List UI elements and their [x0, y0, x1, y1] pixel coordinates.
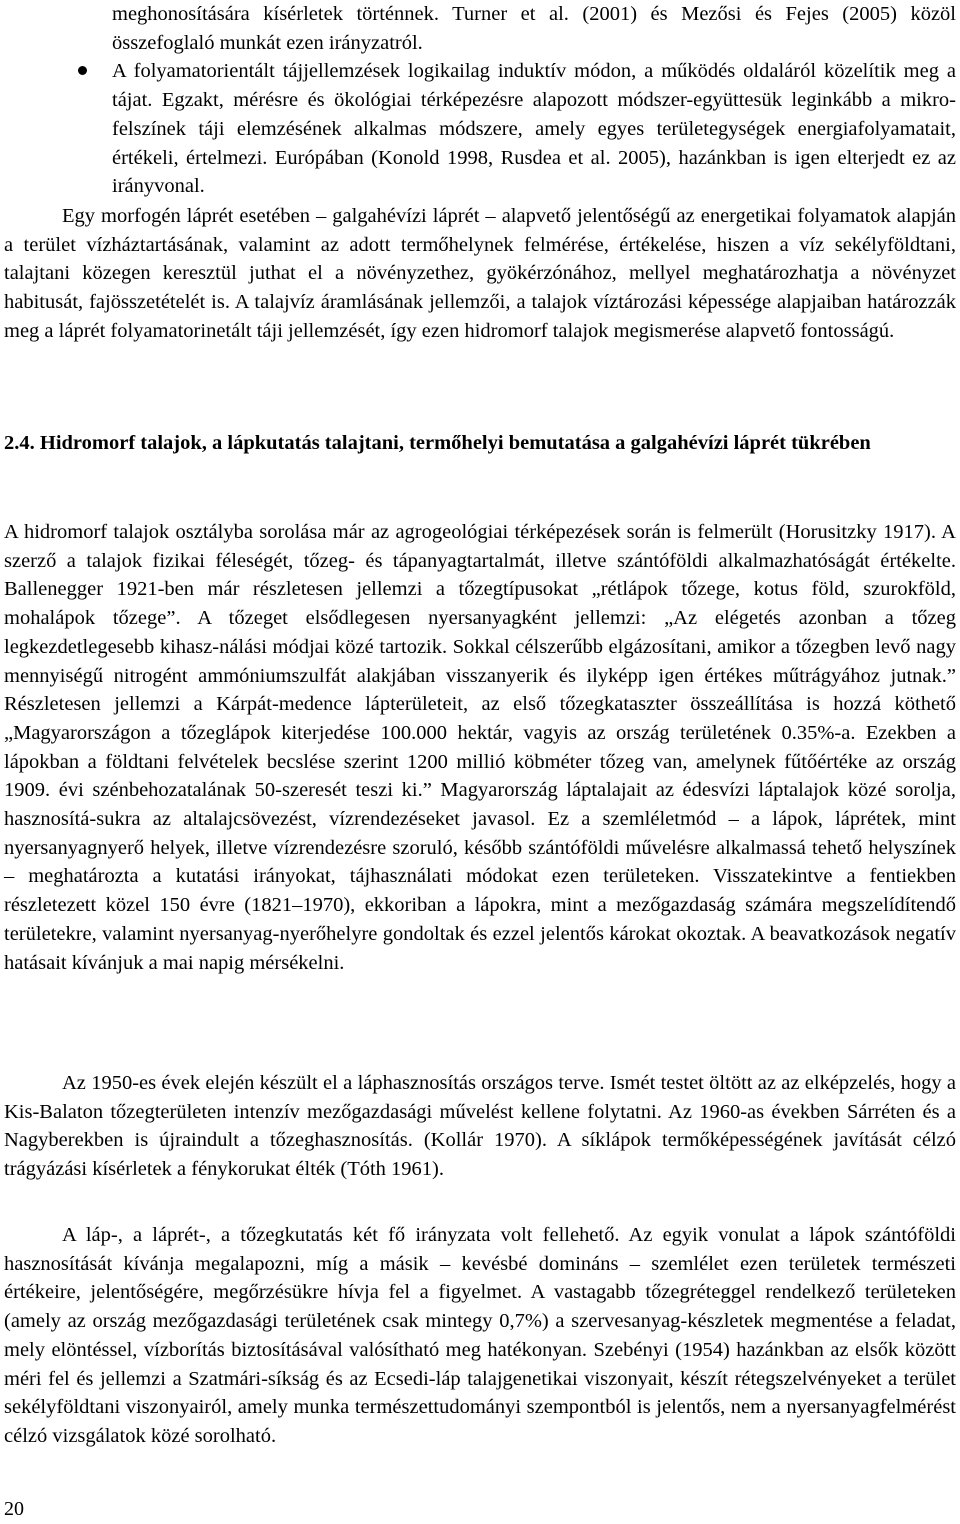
body-paragraph: A hidromorf talajok osztályba sorolása már az agrogeológiai térképezések során is felmerült (Horusitzky 1917). A szerző a talajok fizikai féleségét, tőzeg- és tápanyagtartalmát, illetve szántóföldi alkalmazhatóságát értékelte. Ballenegger 1921-ben már részletesen jellemzi a tőzegtípusokat „rétlápok tőzege, kotus föld, szurokföld, mohalápok tőzege”. A tőzeget elsődlegesen nyersanyagként jellemzi: „Az elégetés azonban a tőzeg legkezdetlegesebb kihasz-nálási módjai közé tartozik. Sokkal célszerűbb elgázosítani, amikor a tőzegben levő nagy mennyiségű nitrogént ammóniumszulfát alakjában visszanyerik és ilyképp igen értékes műtrágyához jutnak.” Részletesen jellemzi a Kárpát-medence lápterületeit, az első tőzegkataszter összeállítása is hozzá köthető „Magyarországon a tőzeglápok kiterjedése 100.000 hektár, vagyis az ország területének 0.35%-a. Ezekben a lápokban a földtani felvételek becslése szerint 1200 millió köbméter tőzeg van, amelynek fűtőértéke az ország 1909. évi szénbehozatalának 50-szeresét teszi ki.” Magyarország láptalajait az édesvízi láptalajok közé sorolja, hasznosítá-sukra az altalajcsövezést, vízrendezéseket javasol. Ez a szemléletmód – a lápok, láprétek, mint nyersanyagnyerő helyek, illetve vízrendezésre szoruló, később szántóföldi művelésre alkalmassá tehető helyszínek – meghatározta a kutatási irányokat, tájhasználati módokat ezen területeken. Visszatekintve a fentiekben részletezett közel 150 évre (1821–1970), ekkoriban a lápokra, mint a mezőgazdaság számára megszelídítendő területekre, valamint nyersanyag-nyerőhelyre gondoltak és ezzel jelentős károkat okoztak. A beavatkozások negatív hatásait kívánjuk a mai napig mérsékelni. [4, 521, 956, 974]
page-number: 20 [4, 1498, 24, 1520]
bullet-icon [78, 66, 87, 75]
list-item [112, 57, 956, 201]
body-paragraph: A láp-, a láprét-, a tőzegkutatás két fő irányzata volt fellehető. Az egyik vonulat a lápok szántóföldi hasznosítását kívánja megalapozni, míg a másik – kevésbé domináns – szemlélet ezen területek természeti értékeire, jelentőségére, megőrzésükre hívja fel a figyelmet. A vastagabb tőzegréteggel rendelkező területeken (amely az ország mezőgazdasági területének csak mintegy 0,7%) a szervesanyag-készletek megmentése a feladat, mely elöntéssel, vízborítás biztosításával valósítható meg hatékonyan. Szebényi (1954) hazánkban az elsők között méri fel és jellemzi a Szatmári-síkság és az Ecsedi-láp talajgenetikai viszonyait, készít rétegszelvényeket a terület sekélyföldtani viszonyairól, amely munka természettudományi szempontból is jelentős, nem a nyersanyagfelmérést célzó vizsgálatok közé sorolható. [4, 1224, 956, 1447]
list-item-text: meghonosítására kísérletek történnek. Turner et al. (2001) és Mezősi és Fejes (2005) közöl összefoglaló munkát ezen irányzatról. [112, 3, 956, 54]
bullet-list [112, 0, 956, 201]
section-heading [4, 428, 956, 458]
section-title: Hidromorf talajok, a lápkutatás talajtani, termőhelyi bemutatása a galgahévízi láprét tükrében [39, 432, 871, 454]
list-item [112, 0, 956, 57]
body-paragraph: Az 1950-es évek elején készült el a láphasznosítás országos terve. Ismét testet öltött az az elképzelés, hogy a Kis-Balaton tőzegterületen intenzív mezőgazdasági művelést kellene folytatni. Az 1960-as években Sárréten és a Nagyberekben is újraindult a tőzeghasznosítás. (Kollár 1970). A síklápok termőképességének javítását célzó trágyázási kísérletek a fénykorukat élték (Tóth 1961). [4, 1072, 956, 1181]
body-paragraph: Egy morfogén láprét esetében – galgahévízi láprét – alapvető jelentőségű az energetikai folyamatok alapján a terület vízháztartásának, valamint az adott termőhelynek felmérése, értékelése, hiszen a víz sekélyföldtani, talajtani közegen keresztül juthat el a növényzethez, gyökérzónához, mellyel meghatározhatja a növényzet habitusát, fajösszetételét is. A talajvíz áramlásának jellemzői, a talajok víztározási képessége alapjaiban határozzák meg a láprét folyamatorinetált táji jellemzését, így ezen hidromorf talajok megismerése alapvető fontosságú. [4, 205, 956, 342]
list-item-text: A folyamatorientált tájjellemzések logikailag induktív módon, a működés oldaláról közelítik meg a tájat. Egzakt, mérésre és ökológiai térképezésre alapozott módszer-együttesük leginkább a mikro-felszínek táji elemzésének alkalmas módszere, amely egyes területegységek energiafolyamatait, értékeli, értelmezi. Európában (Konold 1998, Rusdea et al. 2005), hazánkban is igen elterjedt ez az irányvonal. [112, 60, 956, 198]
section-number: 2.4. [4, 432, 35, 454]
